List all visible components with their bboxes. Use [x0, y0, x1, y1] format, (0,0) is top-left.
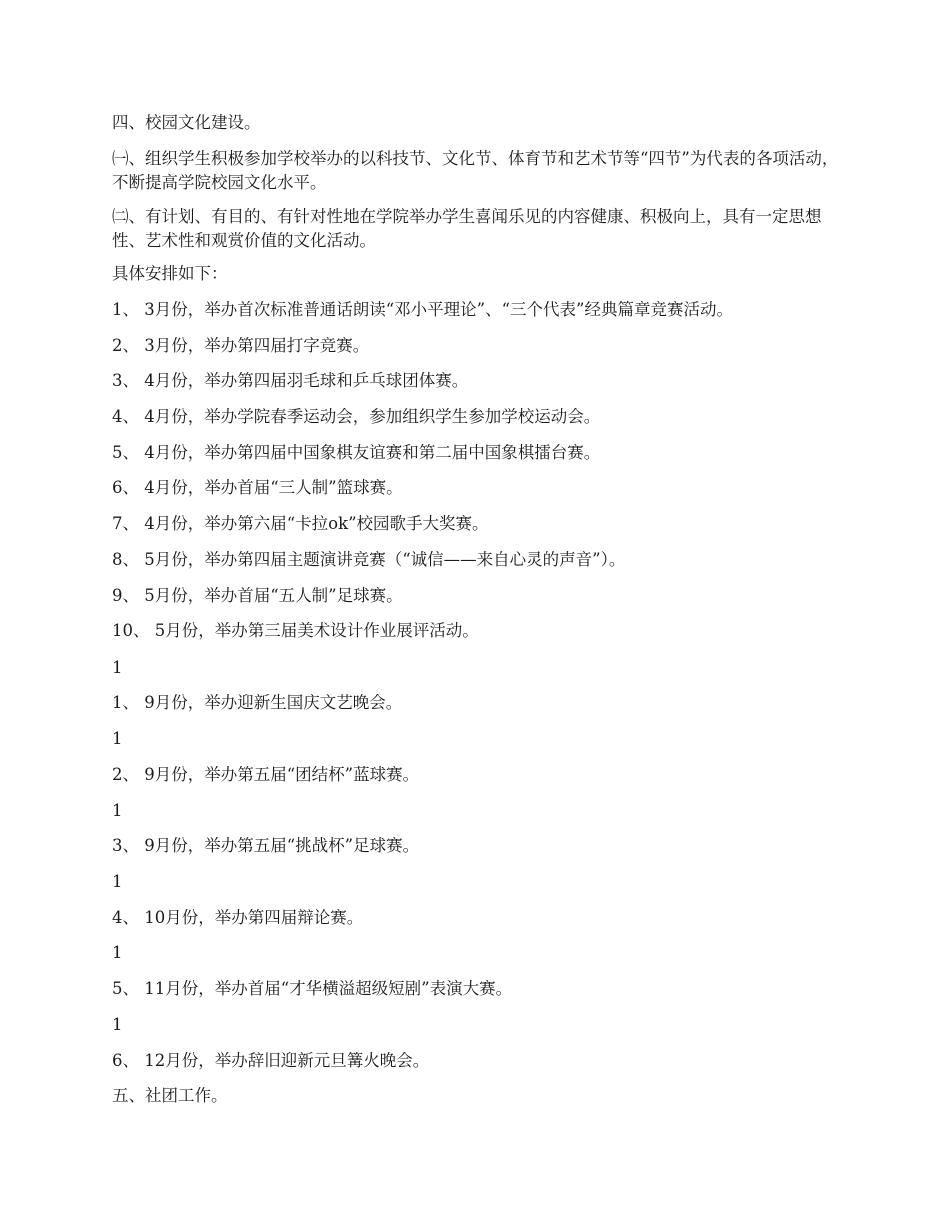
- list-item: 6、 4月份，举办首届“三人制”篮球赛。: [112, 478, 403, 497]
- stray-number: 1: [112, 872, 123, 891]
- stray-number: 1: [112, 1015, 123, 1034]
- list-item: 5、 4月份，举办第四届中国象棋友谊赛和第二届中国象棋擂台赛。: [112, 443, 601, 462]
- list-item: 4、 10月份，举办第四届辩论赛。: [112, 908, 364, 927]
- list-item: 3、 4月份，举办第四届羽毛球和乒乓球团体赛。: [112, 371, 469, 390]
- stray-number: 1: [112, 729, 123, 748]
- list-item: 10、 5月份，举办第三届美术设计作业展评活动。: [112, 621, 479, 640]
- stray-number: 1: [112, 943, 123, 962]
- list-item: 1、 9月份，举办迎新生国庆文艺晚会。: [112, 693, 403, 712]
- list-item: 3、 9月份，举办第五届“挑战杯”足球赛。: [112, 836, 420, 855]
- list-item: 9、 5月份，举办首届“五人制”足球赛。: [112, 586, 403, 605]
- section-heading-clubs: 五、社团工作。: [112, 1086, 228, 1105]
- list-item: 5、 11月份，举办首届“才华横溢超级短剧”表演大赛。: [112, 979, 513, 998]
- list-item: 1、 3月份，举办首次标准普通话朗读“邓小平理论”、“三个代表”经典篇章竞赛活动。: [112, 300, 733, 319]
- list-item: 4、 4月份，举办学院春季运动会，参加组织学生参加学校运动会。: [112, 407, 601, 426]
- list-item: 6、 12月份，举办辞旧迎新元旦篝火晚会。: [112, 1051, 430, 1070]
- list-item: 2、 9月份，举办第五届“团结杯”蓝球赛。: [112, 765, 420, 784]
- schedule-intro: 具体安排如下：: [112, 264, 228, 283]
- paragraph-item-2: ㈡、有计划、有目的、有针对性地在学院举办学生喜闻乐见的内容健康、积极向上，具有一定思想性、艺术性和观赏价值的文化活动。: [112, 207, 822, 250]
- list-item: 2、 3月份，举办第四届打字竞赛。: [112, 336, 370, 355]
- section-heading-campus-culture: 四、校园文化建设。: [112, 113, 261, 132]
- stray-number: 1: [112, 658, 123, 677]
- stray-number: 1: [112, 801, 123, 820]
- list-item: 8、 5月份，举办第四届主题演讲竞赛（“诚信——来自心灵的声音”）。: [112, 550, 626, 569]
- paragraph-item-1: ㈠、组织学生积极参加学校举办的以科技节、文化节、体育节和艺术节等“四节”为代表的各项活动，不断提高学院校园文化水平。: [112, 149, 839, 192]
- list-item: 7、 4月份，举办第六届“卡拉ok”校园歌手大奖赛。: [112, 514, 489, 533]
